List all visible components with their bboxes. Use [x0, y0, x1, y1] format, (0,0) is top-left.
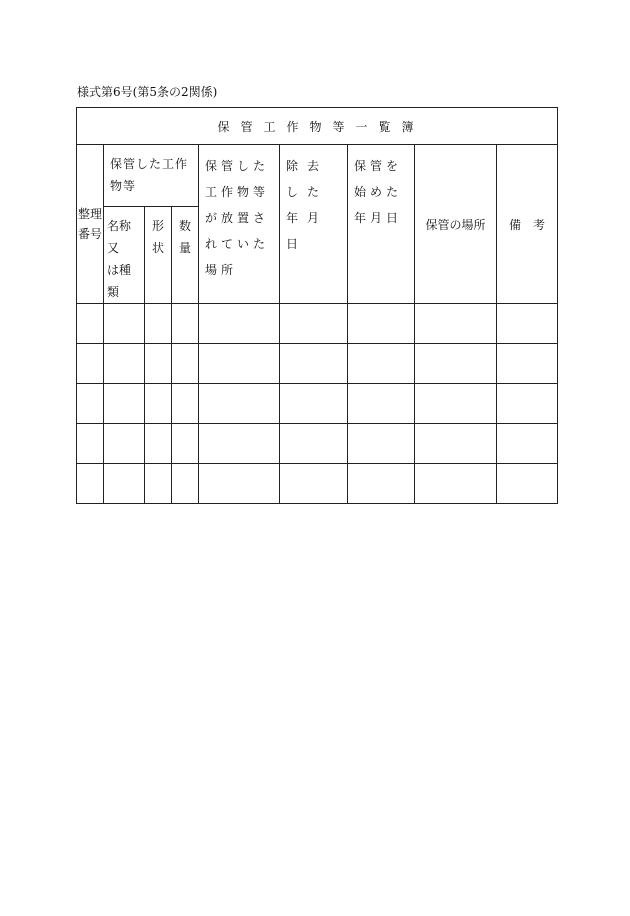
header-suuryou-line1: 数: [178, 219, 191, 233]
cell-jokyo-nengappi[interactable]: [280, 384, 348, 424]
cell-seiri-bangou[interactable]: [77, 344, 104, 384]
cell-suuryou[interactable]: [172, 464, 199, 504]
header-meishou-line2: は種類: [107, 263, 132, 299]
cell-suuryou[interactable]: [172, 344, 199, 384]
cell-hokan-basho[interactable]: [415, 344, 497, 384]
storage-register-table: [76, 107, 558, 504]
cell-bikou[interactable]: [497, 464, 558, 504]
cell-seiri-bangou[interactable]: [77, 464, 104, 504]
cell-bikou[interactable]: [497, 344, 558, 384]
form-number-label: 様式第6号(第5条の2関係): [77, 85, 218, 99]
header-seiri-bangou-line2: 番号: [77, 227, 102, 241]
cell-meishou[interactable]: [104, 304, 145, 344]
table-row: [77, 344, 558, 384]
header-meishou-line1: 名称又: [107, 219, 132, 255]
cell-hokan-hajime[interactable]: [348, 344, 415, 384]
cell-keijou[interactable]: [145, 344, 172, 384]
cell-houchi-basho[interactable]: [199, 304, 280, 344]
cell-hokan-hajime[interactable]: [348, 384, 415, 424]
header-hokan-hajime-nengappi: 保管を始めた年月日: [348, 145, 415, 304]
cell-meishou[interactable]: [104, 424, 145, 464]
cell-seiri-bangou[interactable]: [77, 384, 104, 424]
cell-hokan-hajime[interactable]: [348, 424, 415, 464]
cell-suuryou[interactable]: [172, 304, 199, 344]
cell-hokan-basho[interactable]: [415, 424, 497, 464]
header-keijou: [145, 207, 172, 304]
cell-jokyo-nengappi[interactable]: [280, 464, 348, 504]
header-suuryou-line2: 量: [178, 241, 191, 255]
table-row: [77, 304, 558, 344]
cell-suuryou[interactable]: [172, 424, 199, 464]
header-seiri-bangou-line1: 整理: [77, 207, 102, 221]
cell-houchi-basho[interactable]: [199, 464, 280, 504]
header-bikou-char2: 考: [533, 217, 546, 232]
cell-keijou[interactable]: [145, 464, 172, 504]
cell-keijou[interactable]: [145, 384, 172, 424]
table-title: 保管工作物等一覧簿: [77, 108, 558, 145]
header-houchi-basho: 保管した工作物等が放置されていた場所: [199, 145, 280, 304]
table-row: [77, 424, 558, 464]
cell-meishou[interactable]: [104, 384, 145, 424]
cell-jokyo-nengappi[interactable]: [280, 424, 348, 464]
cell-bikou[interactable]: [497, 424, 558, 464]
cell-hokan-hajime[interactable]: [348, 304, 415, 344]
header-bikou-char1: 備: [509, 217, 522, 232]
cell-hokan-basho[interactable]: [415, 384, 497, 424]
cell-keijou[interactable]: [145, 424, 172, 464]
header-suuryou: [172, 207, 199, 304]
cell-meishou[interactable]: [104, 464, 145, 504]
table-row: [77, 384, 558, 424]
cell-bikou[interactable]: [497, 304, 558, 344]
header-bikou: [497, 145, 558, 304]
header-keijou-line1: 形: [151, 219, 164, 233]
header-keijou-line2: 状: [151, 241, 164, 255]
table-row: [77, 464, 558, 504]
cell-hokan-basho[interactable]: [415, 304, 497, 344]
cell-meishou[interactable]: [104, 344, 145, 384]
header-seiri-bangou: [77, 145, 104, 304]
header-meishou: [104, 207, 145, 304]
cell-bikou[interactable]: [497, 384, 558, 424]
cell-hokan-basho[interactable]: [415, 464, 497, 504]
cell-hokan-hajime[interactable]: [348, 464, 415, 504]
cell-houchi-basho[interactable]: [199, 384, 280, 424]
header-hokan-basho: 保管の場所: [415, 145, 497, 304]
cell-seiri-bangou[interactable]: [77, 304, 104, 344]
cell-houchi-basho[interactable]: [199, 424, 280, 464]
cell-jokyo-nengappi[interactable]: [280, 344, 348, 384]
cell-seiri-bangou[interactable]: [77, 424, 104, 464]
cell-houchi-basho[interactable]: [199, 344, 280, 384]
cell-keijou[interactable]: [145, 304, 172, 344]
cell-suuryou[interactable]: [172, 384, 199, 424]
cell-jokyo-nengappi[interactable]: [280, 304, 348, 344]
header-jokyo-nengappi: 除去した年月日: [280, 145, 348, 304]
header-hokan-kousakubutsu: 保管した工作物等: [104, 145, 199, 207]
